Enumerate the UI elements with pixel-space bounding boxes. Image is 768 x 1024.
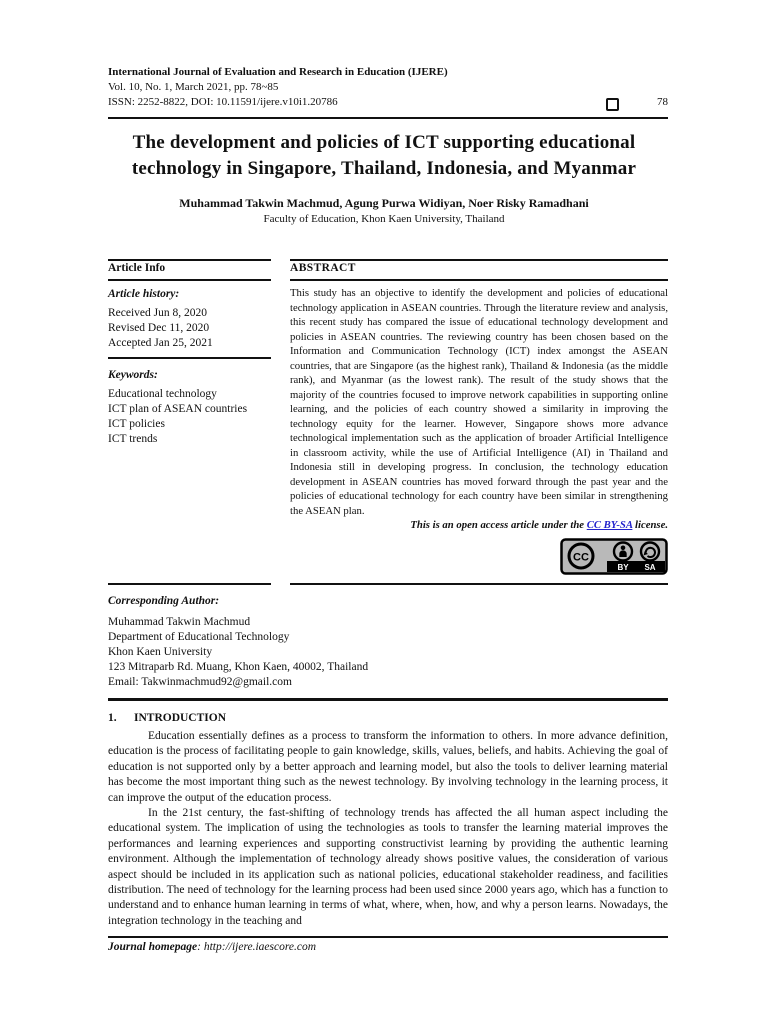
journal-homepage-url[interactable]: : http://ijere.iaescore.com (197, 941, 317, 953)
introduction-heading (108, 712, 668, 724)
header-divider (108, 117, 668, 119)
cc-by-sa-badge-icon (560, 538, 668, 575)
cc-letters: CC (573, 551, 589, 564)
cc-by-sa-badge[interactable] (560, 538, 668, 580)
journal-homepage-label: Journal homepage (108, 941, 198, 953)
keyword-item: ICT trends (108, 433, 158, 445)
corresponding-author-block (108, 615, 528, 690)
by-label: BY (617, 563, 629, 572)
abstract-text: This study has an objective to identify the development and policies of educational technology application in ASEAN countries. Through the literature review and analysis, this recent study has compared the issue of educational technology development and policies in ASEAN countries. The reviewing country has been chosen based on the Information and Communication Technology (ICT) index amongst the ASEAN countries, that are Singapore (as the highest rank), Thailand & Indonesia (as the middle rank), and Myanmar (as the lowest rank). The result of the study shows that the majority of the countries focused to improve network capabilities in supporting online learning, and the policies of each country showed a similarity in improving the technology equity for the learner. However, Singapore shows more advance technological implementation such as the application of broader Artificial Intelligence in classroom activity, while the use of Artificial Intelligence (AI) in Thailand and Indonesia still in developing progress. In conclusion, the technology education development in ASEAN countries has moved forward through the past year and the policies of educational technology for each country have been similar in strengthening the ASEAN plan. (290, 287, 668, 517)
journal-name: International Journal of Evaluation and Research in Education (IJERE) (108, 66, 448, 78)
section-divider-thick (108, 698, 668, 701)
article-history-list (108, 306, 283, 351)
article-info-header-rule (108, 279, 271, 281)
corresponding-address: 123 Mitraparb Rd. Muang, Khon Kaen, 40002, Thailand (108, 661, 369, 673)
corresponding-author-heading: Corresponding Author: (108, 595, 220, 607)
abstract-top-rule (290, 259, 668, 261)
keywords-list (108, 387, 286, 447)
license-line (290, 519, 668, 531)
introduction-paragraph-1: Education essentially defines as a process to transform the information to others. In more advance definition, education is the process of facilitating people to gain knowledge, skills, values, beliefs, and habits. Achieving the goal of education is not supported only by a better approach and learning model, but also the tools to deliver learning material has become the most important thing such as the newest technology. By involving technology in the learning process, it can improve the output of the education process. (108, 730, 668, 804)
introduction-paragraph-2: In the 21st century, the fast-shifting of technology trends has affected the all human aspect including the educational system. The implication of using the technologies as tools to transfer the learning material improves the performances and learning experiences and supporting constructivist learning by providing the authentic learning environment. Although the implementation of technology already shows positive values, the consideration of various aspect should be included in its application such as national policies, educational stakeholder readiness, and facilities distribution. The need of technology for the learning process had been used since 2000 years ago, which has a function to understand and to enhance human learning in terms of what, where, when, how, and why a person learns. Nowadays, the integration technology in the teaching and (108, 807, 668, 927)
corresponding-department: Department of Educational Technology (108, 631, 290, 643)
corresponding-email: Email: Takwinmachmud92@gmail.com (108, 676, 292, 688)
history-item: Revised Dec 11, 2020 (108, 322, 210, 334)
article-info-mid-rule (108, 357, 271, 359)
article-info-top-rule (108, 259, 271, 261)
history-item: Received Jun 8, 2020 (108, 307, 208, 319)
section-number: 1. (108, 712, 117, 724)
issn-doi-line: ISSN: 2252-8822, DOI: 10.11591/ijere.v10i1.20786 (108, 96, 338, 108)
affiliation-line: Faculty of Education, Khon Kaen University, Thailand (263, 213, 505, 225)
abstract-heading: ABSTRACT (290, 262, 356, 274)
keyword-item: ICT policies (108, 418, 165, 430)
article-info-heading: Article Info (108, 262, 166, 274)
open-access-square-icon (606, 98, 619, 111)
paper-title: The development and policies of ICT supporting educational technology in Singapore, Thailand, Indonesia, and Myanmar (131, 132, 637, 179)
article-history-label: Article history: (108, 288, 180, 300)
license-prefix: This is an open access article under the (410, 519, 587, 531)
corresponding-name: Muhammad Takwin Machmud (108, 616, 251, 628)
journal-homepage-line (108, 941, 668, 953)
page-number: 78 (657, 96, 668, 108)
keyword-item: ICT plan of ASEAN countries (108, 403, 248, 415)
sa-label: SA (644, 563, 656, 572)
person-icon (621, 546, 626, 551)
article-info-bottom-rule (108, 583, 271, 585)
volume-line: Vol. 10, No. 1, March 2021, pp. 78~85 (108, 81, 279, 93)
authors-line: Muhammad Takwin Machmud, Agung Purwa Widiyan, Noer Risky Ramadhani (179, 196, 589, 210)
license-suffix: license. (632, 519, 668, 531)
abstract-bottom-rule (290, 583, 668, 585)
cc-by-sa-link[interactable]: CC BY-SA (586, 519, 633, 531)
introduction-body (108, 729, 668, 929)
history-item: Accepted Jan 25, 2021 (108, 337, 213, 349)
keywords-label: Keywords: (108, 369, 158, 381)
keyword-item: Educational technology (108, 388, 217, 400)
section-title: INTRODUCTION (134, 712, 227, 724)
corresponding-university: Khon Kaen University (108, 646, 213, 658)
abstract-header-rule (290, 279, 668, 281)
footer-divider (108, 936, 668, 938)
